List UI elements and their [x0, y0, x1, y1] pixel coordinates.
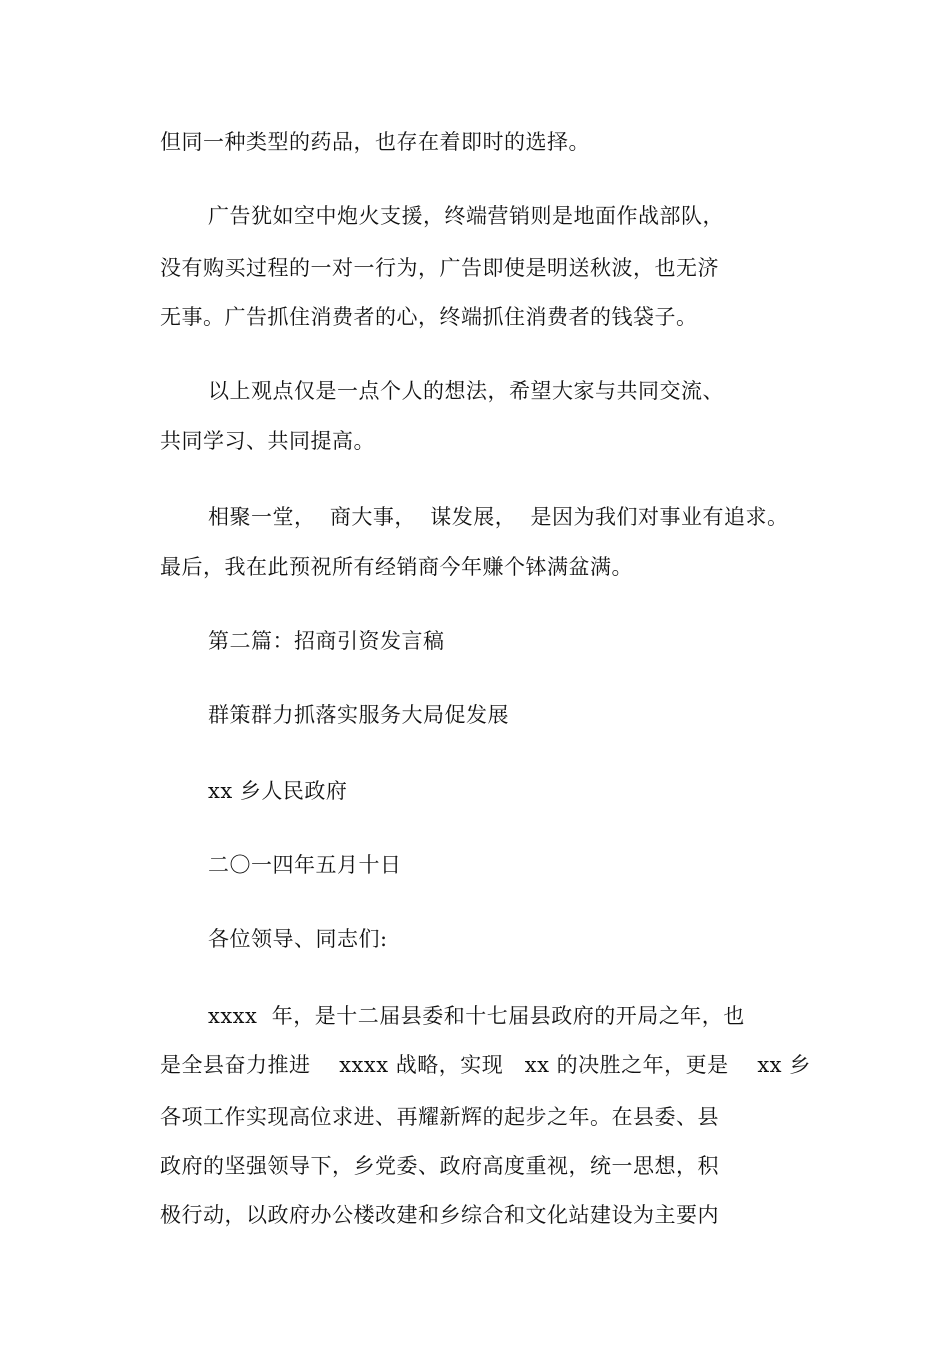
paragraph-line: 共同学习、共同提高。 — [160, 429, 375, 453]
paragraph-line: 最后，我在此预祝所有经销商今年赚个钵满盆满。 — [160, 555, 633, 579]
paragraph-line: 无事。广告抓住消费者的心，终端抓住消费者的钱袋子。 — [160, 305, 698, 329]
salutation: 各位领导、同志们: — [208, 927, 388, 951]
paragraph-line: 极行动，以政府办公楼改建和乡综合和文化站建设为主要内 — [160, 1203, 719, 1227]
section-heading: 第二篇：招商引资发言稿 — [208, 629, 445, 653]
paragraph-line: 是全县奋力推进 xxxx 战略，实现 xx 的决胜之年，更是 xx 乡 — [160, 1053, 811, 1077]
paragraph-line: 广告犹如空中炮火支援，终端营销则是地面作战部队， — [208, 204, 724, 228]
speech-date: 二〇一四年五月十日 — [208, 853, 402, 877]
paragraph-line: 但同一种类型的药品，也存在着即时的选择。 — [160, 130, 590, 154]
paragraph-line: 没有购买过程的一对一行为，广告即使是明送秋波，也无济 — [160, 256, 719, 280]
speech-title: 群策群力抓落实服务大局促发展 — [208, 703, 509, 727]
paragraph-line: xxxx 年，是十二届县委和十七届县政府的开局之年，也 — [208, 1004, 745, 1028]
paragraph-line: 相聚一堂， 商大事， 谋发展， 是因为我们对事业有追求。 — [208, 505, 789, 529]
paragraph-line: 政府的坚强领导下，乡党委、政府高度重视，统一思想，积 — [160, 1154, 719, 1178]
paragraph-line: 以上观点仅是一点个人的想法，希望大家与共同交流、 — [208, 379, 724, 403]
speech-author: xx 乡人民政府 — [208, 779, 348, 803]
paragraph-line: 各项工作实现高位求进、再耀新辉的起步之年。在县委、县 — [160, 1105, 719, 1129]
